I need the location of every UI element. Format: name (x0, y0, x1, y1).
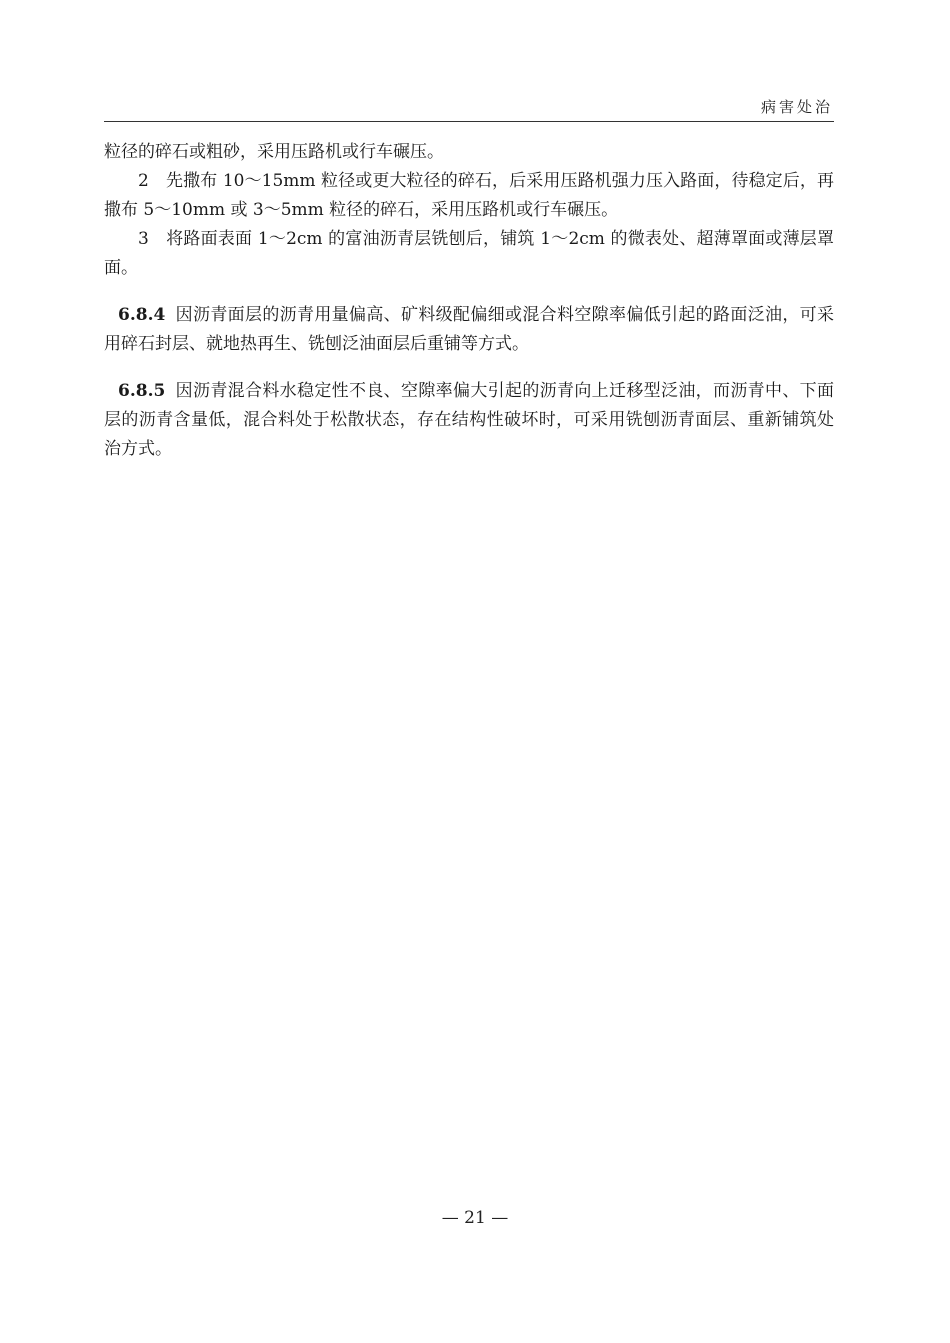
clause-6-8-5 (104, 377, 834, 464)
page-body (104, 138, 834, 464)
header-rule (104, 121, 834, 122)
list-item-3: 3 将路面表面 1～2cm 的富油沥青层铣刨后，铺筑 1～2cm 的微表处、超薄罩面或薄层罩面。 (104, 229, 834, 278)
clause-number: 6.8.4 (118, 305, 166, 325)
clause-6-8-4 (104, 301, 834, 359)
list-item-2: 2 先撒布 10～15mm 粒径或更大粒径的碎石，后采用压路机强力压入路面，待稳定后，再撒布 5～10mm 或 3～5mm 粒径的碎石，采用压路机或行车碾压。 (104, 171, 834, 220)
clause-text: 因沥青面层的沥青用量偏高、矿料级配偏细或混合料空隙率偏低引起的路面泛油，可采用碎石封层、就地热再生、铣刨泛油面层后重铺等方式。 (104, 305, 834, 354)
paragraph-continuation: 粒径的碎石或粗砂，采用压路机或行车碾压。 (104, 142, 444, 162)
running-header: 病害处治 (760, 98, 833, 116)
page-number: — 21 — (441, 1208, 509, 1228)
clause-text: 因沥青混合料水稳定性不良、空隙率偏大引起的沥青向上迁移型泛油，而沥青中、下面层的沥青含量低，混合料处于松散状态，存在结构性破坏时，可采用铣刨沥青面层、重新铺筑处治方式。 (104, 381, 834, 459)
clause-number: 6.8.5 (118, 381, 166, 401)
